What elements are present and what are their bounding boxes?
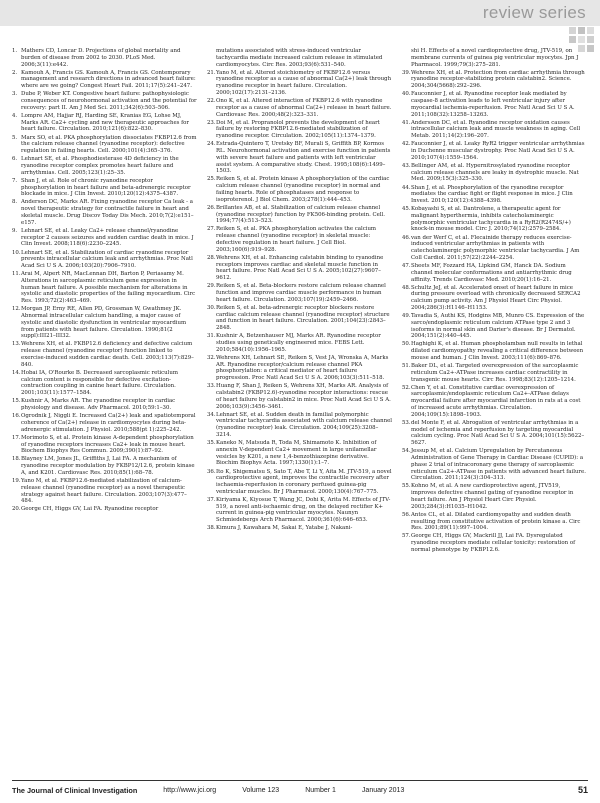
reference-number: 57. (402, 533, 411, 540)
reference-number: 47. (402, 263, 411, 270)
reference-text: Antos CL, et al. Dilated cardiomyopathy and sudden death resulting from constitutive activation of protein kinase a. Circ Res. 2001;89(11):997–1004. (411, 511, 581, 532)
reference-number: 6. (12, 156, 18, 163)
reference-text: Lompre AM, Hajjar RJ, Harding SE, Kranias EG, Lohse MJ, Marks AR. Ca2+ cycling and new therapeutic approaches for heart failure. Circulation. 2010;121(6):822–830. (21, 112, 189, 133)
header-bar (0, 0, 600, 26)
reference-number: 23. (207, 119, 216, 126)
reference-entry (402, 163, 587, 183)
reference-text: Kiriyama K, Kiyosue T, Wang JC, Dohi K, Arita M. Effects of JTV-519, a novel anti-ischaemic drug, on the delayed rectifier K+ current in guinea-pig ventricular myocytes. Naunyn Schmiedebergs Arch Pharmacol. 2000;361(6):646–653. (216, 496, 391, 524)
reference-number: 5. (12, 134, 18, 141)
reference-number: 48. (402, 284, 411, 291)
reference-entry (12, 113, 197, 133)
reference-entry (402, 448, 587, 482)
reference-number: 18. (12, 456, 21, 463)
reference-number: 24. (207, 141, 216, 148)
reference-text: Lehnart SE, et al. Phosphodiesterase 4D deficiency in the ryanodine receptor complex promotes heart failure and arrhythmias. Cell. 2005;123(1):25–35. (21, 156, 179, 176)
reference-number: 50. (402, 341, 411, 348)
reference-text: del Monte F, et al. Abrogation of ventricular arrhythmias in a model of ischemia and reperfusion by targeting myocardial calcium cycling. Proc Natl Acad Sci U S A. 2004;101(15):5622–5627. (411, 419, 585, 447)
reference-number: 55. (402, 483, 411, 490)
reference-text: Sheets MF, Fozzard HA, Lipkind GM, Hanck DA. Sodium channel molecular conformations and antiarrhythmic drug affinity. Trends Cardiovasc Med. 2010;20(1):16–21. (411, 263, 572, 283)
reference-number: 25. (207, 176, 216, 183)
reference-number: 19. (12, 478, 21, 485)
reference-entry (12, 156, 197, 176)
reference-text: Morgan JP, Erny RE, Allen PD, Grossman W, Gwathmey JK. Abnormal intracellular calcium handling, a major cause of systolic and diastolic dysfunction in ventricular myocardium from patients with heart failure. Circulation. 1990;81(2 suppl):III21–III32. (21, 306, 187, 340)
reference-number: 26. (207, 204, 216, 211)
reference-entry (12, 70, 197, 90)
reference-entry (402, 385, 587, 419)
reference-number: 32. (207, 354, 216, 361)
reference-entry (12, 456, 197, 476)
reference-entry (12, 306, 197, 340)
reference-entry (207, 440, 392, 467)
reference-number: 7. (12, 177, 18, 184)
reference-number: 37. (207, 496, 216, 503)
reference-text: Lehnart SE, et al. Sudden death in familial polymorphic ventricular tachycardia associated with calcium release channel (ryanodine receptor) leak. Circulation. 2004;109(25):3208–3214. (216, 411, 392, 438)
volume: Volume 123 (242, 786, 280, 794)
reference-entry (207, 469, 392, 496)
reference-number: 45. (402, 206, 411, 213)
reference-text: George CH, Higgs GV, Lai FA. Ryanodine receptor (21, 506, 159, 513)
reference-text: Andersson DC, et al. Ryanodine receptor oxidation causes intracellular calcium leak and muscle weakness in aging. Cell Metab. 2011;14(2):196–207. (411, 119, 581, 140)
reference-text: Bellinger AM, et al. Hypernitrosylated ryanodine receptor calcium release channels are leaky in dystrophic muscle. Nat Med. 2009;15(3):325–330. (411, 162, 579, 183)
reference-column-1 (12, 48, 197, 770)
reference-text: Brillantes AB, et al. Stabilization of calcium release channel (ryanodine receptor) function by FK506-binding protein. Cell. 1994;77(4):513–523. (216, 204, 385, 225)
reference-text: Reiken S, et al. Beta-blockers restore calcium release channel function and improve cardiac muscle performance in human heart failure. Circulation. 2003;107(19):2459–2466. (216, 283, 386, 303)
reference-text: Jessup M, et al. Calcium Upregulation by Percutaneous Administration of Gene Therapy in Cardiac Disease (CUPID): a phase 2 trial of intracoronary gene therapy of sarcoplasmic reticulum Ca2+-ATPase in patients with advanced heart failure. Circulation. 2011;124(3):304–313. (411, 448, 586, 482)
reference-number: 2. (12, 69, 18, 76)
reference-number: 14. (12, 369, 21, 376)
reference-text: Wehrens XH, et al. Enhancing calstabin binding to ryanodine receptors improves cardiac and skeletal muscle function in heart failure. Proc Natl Acad Sci U S A. 2005;102(27):9607–9612. (216, 254, 384, 282)
journal-url[interactable]: http://www.jci.org (163, 786, 217, 794)
reference-text: Wehrens XH, et al. FKBP12.6 deficiency and defective calcium release channel (ryanodine receptor) function linked to exercise-induced sudden cardiac death. Cell. 2003;113(7):829–840. (21, 341, 194, 368)
reference-number (207, 48, 216, 68)
reference-columns (12, 48, 588, 770)
reference-entry (207, 283, 392, 303)
reference-entry (12, 91, 197, 111)
journal-name: The Journal of Clinical Investigation (12, 785, 138, 795)
reference-entry (12, 506, 197, 513)
reference-entry (402, 363, 587, 383)
reference-text: Morimoto S, et al. Protein kinase A-dependent phosphorylation of ryanodine receptors increases Ca2+ leak in mouse heart. Biochem Biophys Res Commun. 2009;390(1):87–92. (21, 434, 194, 455)
issue-number: Number 1 (305, 786, 336, 794)
series-label: review series (482, 3, 586, 22)
reference-number: 4. (12, 112, 18, 119)
reference-number: 11. (12, 271, 21, 278)
reference-entry (402, 48, 587, 68)
reference-number: 42. (402, 141, 411, 148)
reference-text: Hobai IA, O'Rourke B. Decreased sarcoplasmic reticulum calcium content is responsible for defective excitation-contraction coupling in canine heart failure. Circulation. 2001;103(11):1577–1584. (21, 369, 178, 397)
reference-number: 29. (207, 283, 216, 290)
reference-text: Doi M, et al. Propranolol prevents the development of heart failure by restoring FKBP12.6-mediated stabilization of ryanodine receptor. Circulation. 2002;105(11):1374–1379. (216, 119, 380, 140)
reference-entry (207, 497, 392, 524)
reference-entry (12, 370, 197, 397)
reference-number: 36. (207, 468, 216, 475)
reference-number: 53. (402, 419, 411, 426)
reference-text: Schultz JeJ, et al. Accelerated onset of heart failure in mice during pressure overload with chronically decreased SERCA2 calcium pump activity. Am J Physiol Heart Circ Physiol. 2004;286(3):H1146–H1153. (411, 284, 581, 311)
reference-number: 33. (207, 383, 216, 390)
reference-entry (402, 235, 587, 262)
reference-number: 8. (12, 199, 18, 206)
reference-entry (207, 305, 392, 332)
reference-entry (207, 383, 392, 410)
reference-text: Kobayashi S, et al. Dantrolene, a therapeutic agent for malignant hyperthermia, inhibits catecholaminergic polymorphic ventricular tachycardia in a RyR2(R2474S/+) knock-in mouse model. Circ J. 2010;74(12):2579–2584. (411, 206, 571, 233)
reference-text: Kohno M, et al. A new cardioprotective agent, JTV519, improves defective channel gating of ryanodine receptor in heart failure. Am J Physiol Heart Circ Physiol. 2003;284(3):H1035–H1042. (411, 483, 574, 510)
reference-entry (207, 70, 392, 97)
reference-text: Estrada-Quintero T, Uretsky BF, Murali S, Griffith BP, Kormos RL. Neurohormonal activation and exercise function in patients with severe heart failure and patients with left ventricular assist system. A comparative study. Chest. 1995;108(6):1499–1503. (216, 141, 391, 175)
reference-text: Ogrodnik J, Niggli E. Increased Ca(2+) leak and spatiotemporal coherence of Ca(2+) release in cardiomyocytes during beta-adrenergic stimulation. J Physiol. 2010;588(pt 1):225–242. (21, 413, 196, 433)
reference-number: 34. (207, 411, 216, 418)
reference-entry (12, 178, 197, 198)
reference-entry (402, 206, 587, 233)
reference-text: Wehrens XH, et al. Protection from cardiac arrhythmia through ryanodine receptor-stabilizing protein calstabin2. Science. 2004;304(5668):292–296. (411, 69, 585, 90)
reference-number: 41. (402, 119, 411, 126)
reference-entry (12, 398, 197, 412)
reference-entry (12, 271, 197, 305)
reference-text: Kimura J, Kawahara M, Sakai E, Yatabe J, Nakani- (216, 525, 353, 532)
reference-number: 21. (207, 69, 216, 76)
reference-number: 28. (207, 254, 216, 261)
reference-entry (12, 199, 197, 226)
reference-number (402, 48, 411, 68)
reference-number: 56. (402, 511, 411, 518)
issue-date: January 2013 (361, 786, 405, 794)
reference-number: 44. (402, 184, 411, 191)
reference-entry (402, 91, 587, 118)
reference-entry (207, 412, 392, 439)
reference-entry (402, 263, 587, 283)
reference-text: Chen Y, et al. Constitutive cardiac overexpression of sarcoplasmic/endoplasmic reticulum Ca2+-ATPase delays myocardial failure after myocardial infarction in rats at a cost of increased acute arrhythmias. Circulation. 2004;109(15):1898–1903. (411, 384, 581, 418)
reference-text: shi H. Effects of a novel cardioprotective drug, JTV-519, on membrane currents of guinea pig ventricular myocytes. Jpn J Pharmacol. 1999;79(3):275–281. (411, 48, 579, 68)
reference-number: 9. (12, 227, 18, 234)
reference-entry (12, 250, 197, 270)
reference-entry (207, 205, 392, 225)
reference-entry (402, 341, 587, 361)
reference-text: Huang F, Shan J, Reiken S, Wehrens XH, Marks AR. Analysis of calstabin2 (FKBP12.6)-ryanodine receptor interactions: rescue of heart failure by calstabin2 in mice. Proc Natl Acad Sci U S A. 2006;103(9):3456–3461. (216, 383, 391, 410)
reference-entry (207, 141, 392, 175)
reference-entry (12, 48, 197, 68)
reference-text: Arai M, Alpert NR, MacLennan DH, Barton P, Periasamy M. Alterations in sarcoplasmic reticulum gene expression in human heart failure. A possible mechanism for alterations in systolic and diastolic properties of the failing myocardium. Circ Res. 1993;72(2):463–469. (21, 271, 196, 305)
reference-text: Marx SO, et al. PKA phosphorylation dissociates FKBP12.6 from the calcium release channel (ryanodine receptor): defective regulation in failing hearts. Cell. 2000;101(4):365–376. (21, 134, 197, 155)
reference-text: Kushnir A, Marks AR. The ryanodine receptor in cardiac physiology and disease. Adv Pharmacol. 2010;59:1–30. (21, 398, 176, 411)
reference-entry (12, 135, 197, 155)
reference-text: Shan J, et al. Phosphorylation of the ryanodine receptor mediates the cardiac fight or flight response in mice. J Clin Invest. 2010;120(12):4388–4398. (411, 184, 573, 205)
reference-entry (12, 413, 197, 433)
reference-entry (12, 228, 197, 248)
reference-number: 40. (402, 91, 411, 98)
reference-text: Lehnart SE, et al. Stabilization of cardiac ryanodine receptor prevents intracellular calcium leak and arrhythmias. Proc Natl Acad Sci U S A. 2006;103(20):7906–7910. (21, 249, 193, 270)
reference-number: 10. (12, 249, 21, 256)
reference-entry (402, 185, 587, 205)
reference-text: Baker DL, et al. Targeted overexpression of the sarcoplasmic reticulum Ca2+-ATPase increases cardiac contractility in transgenic mouse hearts. Circ Res. 1998;83(12):1205–1214. (411, 363, 579, 383)
reference-text: Tavadia S, Authi KS, Hodgins MB, Munro CS. Expression of the sarco/endoplasmic reticulum calcium ATPase type 2 and 3 isoforms in normal skin and Darier's disease. Br J Dermatol. 2004;151(2):440–445. (411, 313, 585, 340)
reference-text: Reiken S, et al. Protein kinase A phosphorylation of the cardiac calcium release channel (ryanodine receptor) in normal and failing hearts. Role of phosphatases and response to isoproterenol. J Biol Chem. 2003;278(1):444–453. (216, 176, 390, 203)
reference-entry (12, 435, 197, 455)
reference-entry (207, 333, 392, 353)
reference-entry (402, 285, 587, 312)
reference-number: 31. (207, 333, 216, 340)
reference-entry (402, 313, 587, 340)
reference-entry (12, 478, 197, 505)
reference-text: Kamouh A, Francis GS. Kamouh A, Francis GS. Contemporary management and research directions in advanced heart failure: where are we going? Congest Heart Fail. 2011;17(5):241–247. (21, 69, 196, 90)
reference-number: 52. (402, 384, 411, 391)
reference-number: 38. (207, 525, 216, 532)
reference-text: Haghighi K, et al. Human phospholamban null results in lethal dilated cardiomyopathy revealing a critical difference between mouse and human. J Clin Invest. 2003;111(6):869–876. (411, 341, 584, 361)
reference-entry (207, 176, 392, 203)
reference-entry (402, 141, 587, 161)
reference-number: 46. (402, 234, 411, 241)
reference-number: 17. (12, 434, 21, 441)
reference-entry (207, 226, 392, 253)
reference-entry (207, 120, 392, 140)
reference-text: Yano M, et al. Altered stoichiometry of FKBP12.6 versus ryanodine receptor as a cause of abnormal Ca(2+) leak through ryanodine receptor in heart failure. Circulation. 2000;102(17):2131–2136. (216, 69, 392, 96)
reference-number: 22. (207, 98, 216, 105)
reference-text: Shan J, et al. Role of chronic ryanodine receptor phosphorylation in heart failure and beta-adrenergic receptor blockade in mice. J Clin Invest. 2010;120(12):4375–4387. (21, 177, 191, 198)
reference-text: Ono K, et al. Altered interaction of FKBP12.6 with ryanodine receptor as a cause of abnormal Ca(2+) release in heart failure. Cardiovasc Res. 2000;48(2):323–331. (216, 98, 392, 118)
reference-column-3 (402, 48, 587, 770)
reference-text: Wehrens XH, Lehnart SE, Reiken S, Vest JA, Wronska A, Marks AR. Ryanodine receptor/calcium release channel PKA phosphorylation: a critical mediator of heart failure progression. Proc Natl Acad Sci U S A. 2006;103(3):511–518. (216, 354, 389, 382)
reference-number: 39. (402, 69, 411, 76)
reference-text: Ito K, Shigematsu S, Sato T, Abe T, Li Y, Aita M. JTV-519, a novel cardioprotective agent, improves the contractile recovery after ischaemia-reperfusion in coronary perfused guinea-pig ventricular muscles. Br J Pharmacol. 2000;130(4):767–775. (216, 468, 392, 495)
reference-entry (402, 120, 587, 140)
reference-text: Reiken S, et al. PKA phosphorylation activates the calcium release channel (ryanodine receptor) in skeletal muscle: defective regulation in heart failure. J Cell Biol. 2003;160(6):919–928. (216, 226, 377, 253)
reference-entry (207, 355, 392, 382)
reference-text: Lehnart SE, et al. Leaky Ca2+ release channel/ryanodine receptor 2 causes seizures and sudden cardiac death in mice. J Clin Invest. 2008;118(6):2230–2245. (21, 227, 194, 248)
reference-text: van der Werf C, et al. Flecainide therapy reduces exercise-induced ventricular arrhythmias in patients with catecholaminergic polymorphic ventricular tachycardia. J Am Coll Cardiol. 2011;57(22):2244–2254. (411, 234, 580, 261)
reference-entry (402, 483, 587, 510)
reference-number: 49. (402, 313, 411, 320)
reference-text: Kaneko N, Matsuda R, Toda M, Shimamoto K. Inhibition of annexin V-dependent Ca2+ movement in large unilamellar vesicles by K201, a new 1,4-benzothiazepine derivative. Biochim Biophys Acta. 1997;1330(1):1–7. (216, 440, 377, 467)
reference-number: 15. (12, 398, 21, 405)
reference-number: 20. (12, 506, 21, 513)
reference-number: 35. (207, 440, 216, 447)
reference-entry (207, 525, 392, 532)
reference-number: 30. (207, 304, 216, 311)
reference-text: George CH, Higgs GV, Mackrill JJ, Lai FA. Dysregulated ryanodine receptors mediate cellular toxicity: restoration of normal phenotype by FKBP12.6. (411, 533, 576, 553)
reference-text: Kushnir A, Betzenhauser MJ, Marks AR. Ryanodine receptor studies using genetically engineered mice. FEBS Lett. 2010;584(10):1956–1965. (216, 333, 381, 353)
reference-number: 27. (207, 226, 216, 233)
reference-text: Blayney LM, Jones JL, Griffiths J, Lai FA. A mechanism of ryanodine receptor modulation by FKBP12/12.6, protein kinase A, and K201. Cardiovasc Res. 2010;85(1):68–78. (21, 456, 195, 476)
reference-text: mutations associated with stress-induced ventricular tachycardia mediate increased calcium release in stimulated cardiomyocytes. Circ Res. 2003;93(6):531–540. (216, 48, 383, 68)
reference-number: 16. (12, 413, 21, 420)
reference-entry (207, 255, 392, 282)
reference-text: Yano M, et al. FKBP12.6-mediated stabilization of calcium-release channel (ryanodine receptor) as a novel therapeutic strategy against heart failure. Circulation. 2003;107(3):477–484. (21, 478, 187, 505)
footer-divider (12, 780, 588, 781)
reference-number: 13. (12, 341, 21, 348)
reference-text: Fauconnier J, et al. Ryanodine receptor leak mediated by caspase-8 activation leads to left ventricular injury after myocardial ischemia-reperfusion. Proc Natl Acad Sci U S A. 2011;108(32):13258–13263. (411, 91, 575, 118)
page-number: 51 (577, 785, 588, 795)
reference-number: 12. (12, 306, 21, 313)
reference-entry (402, 512, 587, 532)
reference-entry (12, 341, 197, 368)
reference-entry (402, 420, 587, 447)
reference-entry (402, 70, 587, 90)
reference-number: 3. (12, 91, 18, 98)
reference-number: 1. (12, 48, 18, 54)
page-footer (12, 783, 588, 797)
reference-text: Mathers CD, Loncar D. Projections of global mortality and burden of disease from 2002 to 2030. PLoS Med. 2006;3(11):e442. (21, 48, 181, 68)
reference-number: 54. (402, 448, 411, 455)
reference-entry (402, 533, 587, 553)
reference-text: Dube P, Weber KT. Congestive heart failure: pathophysiologic consequences of neurohormonal activation and the potential for recovery: part II. Am J Med Sci. 2011;342(6):503–506. (21, 91, 197, 111)
reference-text: Reiken S, et al. beta-adrenergic receptor blockers restore cardiac calcium release channel (ryanodine receptor) structure and function in heart failure. Circulation. 2001;104(23):2843–2848. (216, 304, 390, 332)
reference-column-2 (207, 48, 392, 770)
reference-text: Anderson DC, Marks AR. Fixing ryanodine receptor Ca leak - a novel therapeutic strategy for contractile failure in heart and skeletal muscle. Drug Discov Today Dis Mech. 2010;7(2):e151–e157. (21, 199, 194, 226)
reference-entry (207, 98, 392, 118)
reference-text: Fauconnier J, et al. Leaky RyR2 trigger ventricular arrhythmias in Duchenne muscular dystrophy. Proc Natl Acad Sci U S A. 2010;107(4):1559–1564. (411, 141, 585, 161)
reference-number: 43. (402, 162, 411, 169)
reference-entry (207, 48, 392, 68)
reference-number: 51. (402, 363, 411, 370)
